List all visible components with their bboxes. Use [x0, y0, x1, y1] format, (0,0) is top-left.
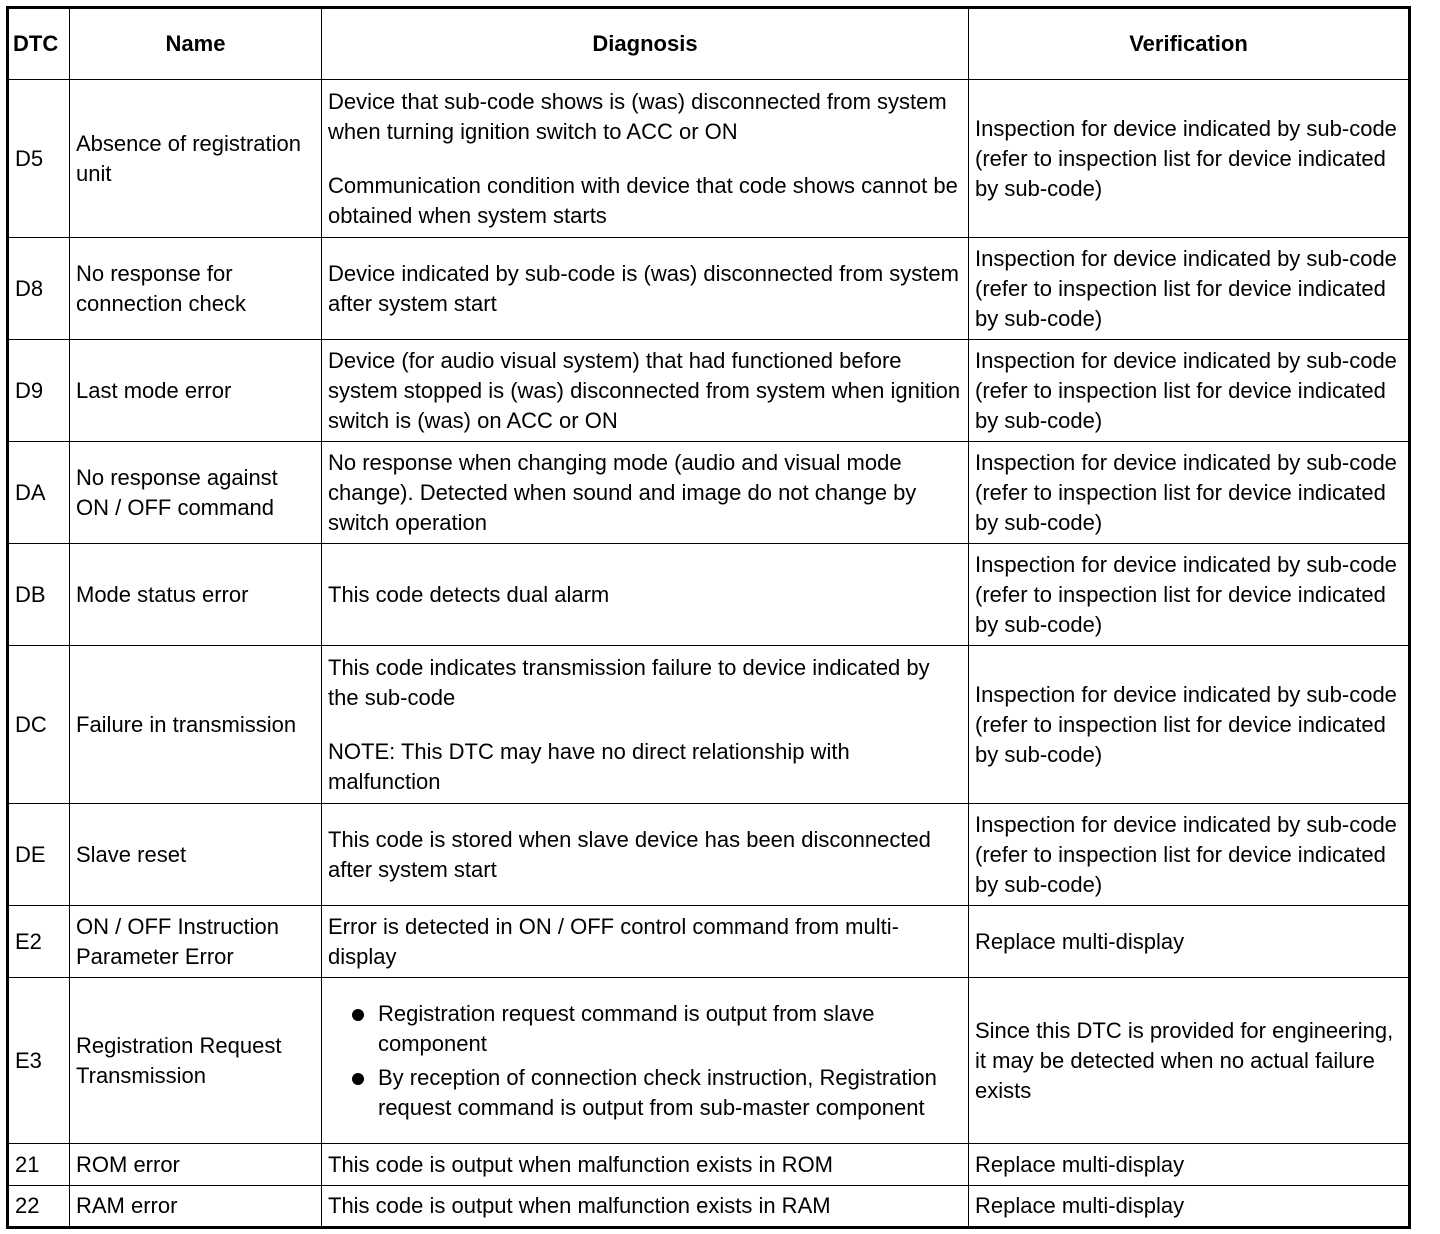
dtc-diagnosis	[322, 646, 969, 804]
dtc-diagnosis	[322, 80, 969, 238]
dtc-diagnosis	[322, 544, 969, 646]
table-row	[8, 80, 1410, 238]
dtc-verification: Replace multi-display	[969, 906, 1410, 978]
dtc-diagnosis	[322, 978, 969, 1144]
dtc-diagnosis	[322, 340, 969, 442]
diagnosis-text: This code indicates transmission failure to device indicated by the sub-code	[328, 654, 930, 710]
dtc-verification: Inspection for device indicated by sub-code (refer to inspection list for device indicated by sub-code)	[969, 340, 1410, 442]
dtc-name: Failure in transmission	[70, 646, 322, 804]
dtc-code: DC	[8, 646, 70, 804]
header-name: Name	[70, 8, 322, 80]
dtc-verification: Inspection for device indicated by sub-code (refer to inspection list for device indicated by sub-code)	[969, 442, 1410, 544]
dtc-diagnosis	[322, 804, 969, 906]
diagnosis-note: NOTE: This DTC may have no direct relationship with malfunction	[328, 738, 850, 794]
dtc-verification: Replace multi-display	[969, 1186, 1410, 1228]
diagnosis-text: Device that sub-code shows is (was) disconnected from system when turning ignition switch to ACC or ON	[328, 88, 947, 144]
dtc-code: 21	[8, 1144, 70, 1186]
header-row	[8, 8, 1410, 80]
table-row	[8, 978, 1410, 1144]
header-dtc: DTC	[8, 8, 70, 80]
dtc-verification: Replace multi-display	[969, 1144, 1410, 1186]
table-row	[8, 238, 1410, 340]
dtc-code: DE	[8, 804, 70, 906]
table-row	[8, 340, 1410, 442]
dtc-code: D8	[8, 238, 70, 340]
dtc-verification: Inspection for device indicated by sub-code (refer to inspection list for device indicated by sub-code)	[969, 238, 1410, 340]
dtc-diagnosis	[322, 238, 969, 340]
dtc-name: Slave reset	[70, 804, 322, 906]
dtc-diagnosis	[322, 442, 969, 544]
diagnosis-text: This code is stored when slave device has been disconnected after system start	[328, 826, 931, 882]
diagnosis-text: No response when changing mode (audio and visual mode change). Detected when sound and image do not change by switch operation	[328, 449, 917, 535]
dtc-name: ON / OFF Instruction Parameter Error	[70, 906, 322, 978]
header-diagnosis: Diagnosis	[322, 8, 969, 80]
dtc-verification: Inspection for device indicated by sub-code (refer to inspection list for device indicated by sub-code)	[969, 646, 1410, 804]
dtc-name: ROM error	[70, 1144, 322, 1186]
diagnosis-text: Device indicated by sub-code is (was) disconnected from system after system start	[328, 260, 959, 316]
diagnosis-bullet-list	[328, 999, 962, 1123]
dtc-code: DA	[8, 442, 70, 544]
dtc-verification: Inspection for device indicated by sub-code (refer to inspection list for device indicated by sub-code)	[969, 804, 1410, 906]
diagnosis-text: Communication condition with device that code shows cannot be obtained when system starts	[328, 172, 958, 228]
dtc-code: D5	[8, 80, 70, 238]
dtc-name: RAM error	[70, 1186, 322, 1228]
dtc-diagnosis	[322, 1144, 969, 1186]
dtc-code: 22	[8, 1186, 70, 1228]
dtc-diagnosis	[322, 906, 969, 978]
dtc-name: Last mode error	[70, 340, 322, 442]
diagnosis-text: This code is output when malfunction exists in ROM	[328, 1151, 834, 1177]
dtc-table	[6, 6, 1411, 1229]
dtc-code: DB	[8, 544, 70, 646]
dtc-name: Registration Request Transmission	[70, 978, 322, 1144]
dtc-code: D9	[8, 340, 70, 442]
header-verification: Verification	[969, 8, 1410, 80]
table-row	[8, 804, 1410, 906]
dtc-name: Mode status error	[70, 544, 322, 646]
dtc-code: E2	[8, 906, 70, 978]
table-row	[8, 442, 1410, 544]
dtc-name: No response for connection check	[70, 238, 322, 340]
table-row	[8, 1144, 1410, 1186]
table-row	[8, 906, 1410, 978]
diagnosis-text: This code detects dual alarm	[328, 581, 610, 607]
dtc-verification: Inspection for device indicated by sub-code (refer to inspection list for device indicated by sub-code)	[969, 80, 1410, 238]
diagnosis-text: Error is detected in ON / OFF control command from multi-display	[328, 913, 899, 969]
dtc-diagnosis	[322, 1186, 969, 1228]
dtc-verification: Since this DTC is provided for engineering, it may be detected when no actual failure exists	[969, 978, 1410, 1144]
diagnosis-text: This code is output when malfunction exists in RAM	[328, 1193, 831, 1218]
dtc-verification: Inspection for device indicated by sub-code (refer to inspection list for device indicated by sub-code)	[969, 544, 1410, 646]
dtc-name: Absence of registration unit	[70, 80, 322, 238]
diagnosis-bullet: Registration request command is output from slave component	[352, 999, 962, 1059]
diagnosis-bullet: By reception of connection check instruction, Registration request command is output from sub-master component	[352, 1063, 962, 1123]
dtc-name: No response against ON / OFF command	[70, 442, 322, 544]
table-row	[8, 544, 1410, 646]
diagnosis-text: Device (for audio visual system) that had functioned before system stopped is (was) disconnected from system when ignition switch is (was) on ACC or ON	[328, 347, 961, 433]
table-row	[8, 646, 1410, 804]
table-row	[8, 1186, 1410, 1228]
dtc-code: E3	[8, 978, 70, 1144]
